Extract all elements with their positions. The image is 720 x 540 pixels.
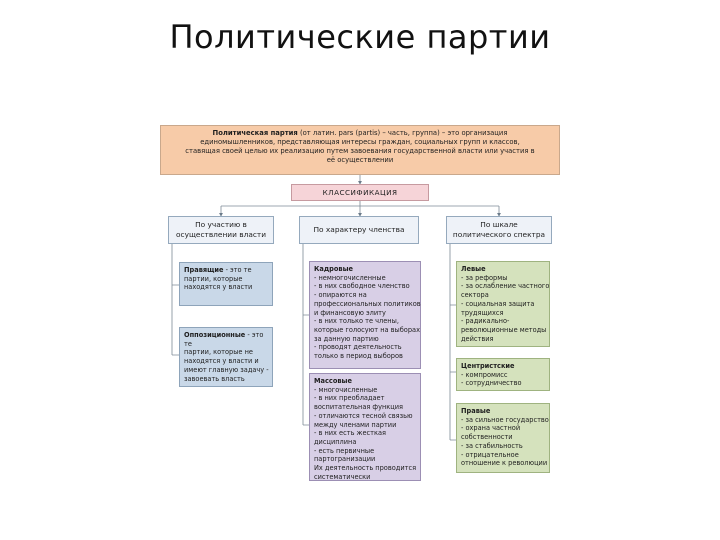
right-parties-box bbox=[456, 403, 550, 473]
right-line: - за стабильность bbox=[461, 441, 523, 450]
left-head: Левые bbox=[461, 265, 486, 273]
definition-box bbox=[160, 125, 560, 175]
definition-line-3: ставящая своей целью их реализацию путем завоевания государственной власти или участия в bbox=[185, 146, 535, 155]
mass-line: партогранизации bbox=[314, 455, 376, 464]
category-power-participation bbox=[168, 216, 274, 244]
left-parties-box bbox=[456, 261, 550, 347]
mass-line: - есть первичные bbox=[314, 446, 375, 455]
cadre-line: только в период выборов bbox=[314, 352, 403, 361]
right-line: - охрана частной bbox=[461, 424, 521, 433]
definition-line-1: (от латин. pars (partis) – часть, группа) – это организация bbox=[297, 129, 508, 137]
mass-line: дисциплина bbox=[314, 437, 357, 446]
cadre-parties-box bbox=[309, 261, 421, 369]
cadre-line: - в них только те члены, bbox=[314, 317, 399, 326]
ruling-line: находятся у власти bbox=[184, 283, 253, 292]
left-line: - за ослабление частного bbox=[461, 282, 550, 291]
connector-classification-branch bbox=[221, 201, 499, 206]
left-line: действия bbox=[461, 334, 494, 343]
mass-line: Их деятельность проводится bbox=[314, 464, 417, 473]
right-line: собственности bbox=[461, 433, 513, 442]
mass-line: - многочисленные bbox=[314, 385, 378, 394]
category-membership-type bbox=[299, 216, 419, 244]
category-political-spectrum bbox=[446, 216, 552, 244]
cadre-line: - немногочисленные bbox=[314, 273, 386, 282]
connector-cat1-children bbox=[172, 244, 179, 355]
cadre-line: которые голосуют на выборах bbox=[314, 325, 420, 334]
left-line: революционные методы bbox=[461, 325, 547, 334]
opposition-line: - это те bbox=[184, 331, 264, 348]
mass-line: - в них есть жесткая bbox=[314, 429, 387, 438]
ruling-line: партии, которые bbox=[184, 274, 243, 283]
definition-line-4: её осуществлении bbox=[326, 155, 394, 164]
ruling-head: Правящие bbox=[184, 266, 224, 274]
definition-line-2: единомышленников, представляющая интересы граждан, социальных групп и классов, bbox=[200, 137, 520, 146]
slide-title: Политические партии bbox=[169, 18, 551, 56]
right-line: отношение к революции bbox=[461, 459, 548, 468]
centrist-head: Центристские bbox=[461, 362, 515, 370]
opposition-parties-box bbox=[179, 327, 273, 387]
cadre-line: и финансовую элиту bbox=[314, 308, 386, 317]
centrist-line: - компромисс bbox=[461, 370, 508, 379]
mass-parties-box bbox=[309, 373, 421, 481]
centrist-parties-box bbox=[456, 358, 550, 391]
left-line: - социальная защита bbox=[461, 299, 535, 308]
opposition-line: завоевать власть bbox=[184, 374, 245, 383]
ruling-line: - это те bbox=[223, 266, 252, 274]
ruling-parties-box bbox=[179, 262, 273, 306]
right-head: Правые bbox=[461, 407, 491, 415]
mass-line: воспитательная функция bbox=[314, 403, 404, 412]
mass-line: систематически bbox=[314, 472, 371, 481]
opposition-line: находятся у власти и bbox=[184, 357, 259, 366]
cadre-line: за данную партию bbox=[314, 334, 379, 343]
category-label: По характеру членства bbox=[313, 225, 405, 235]
mass-line: между членами партии bbox=[314, 420, 397, 429]
category-label: По шкале политического спектра bbox=[452, 220, 546, 239]
opposition-line: имеют главную задачу - bbox=[184, 365, 269, 374]
centrist-line: - сотрудничество bbox=[461, 379, 522, 388]
left-line: - за реформы bbox=[461, 273, 508, 282]
definition-term: Политическая партия bbox=[212, 129, 298, 137]
cadre-line: - в них свободное членство bbox=[314, 282, 410, 291]
cadre-line: - проводят деятельность bbox=[314, 343, 402, 352]
opposition-line: партии, которые не bbox=[184, 348, 253, 357]
right-line: - за сильное государство bbox=[461, 415, 549, 424]
cadre-head: Кадровые bbox=[314, 265, 354, 273]
left-line: сектора bbox=[461, 291, 489, 300]
opposition-head: Оппозиционные bbox=[184, 331, 246, 339]
mass-line: - отличаются тесной связью bbox=[314, 411, 413, 420]
mass-line: - в них преобладает bbox=[314, 394, 385, 403]
category-label: По участию в осуществлении власти bbox=[175, 220, 267, 239]
classification-box: КЛАССИФИКАЦИЯ bbox=[291, 184, 429, 201]
left-line: - радикально- bbox=[461, 317, 510, 326]
cadre-line: - опираются на bbox=[314, 291, 367, 300]
mass-head: Массовые bbox=[314, 377, 352, 385]
left-line: трудящихся bbox=[461, 308, 504, 317]
right-line: - отрицательное bbox=[461, 450, 519, 459]
cadre-line: профессиональных политиков bbox=[314, 299, 421, 308]
